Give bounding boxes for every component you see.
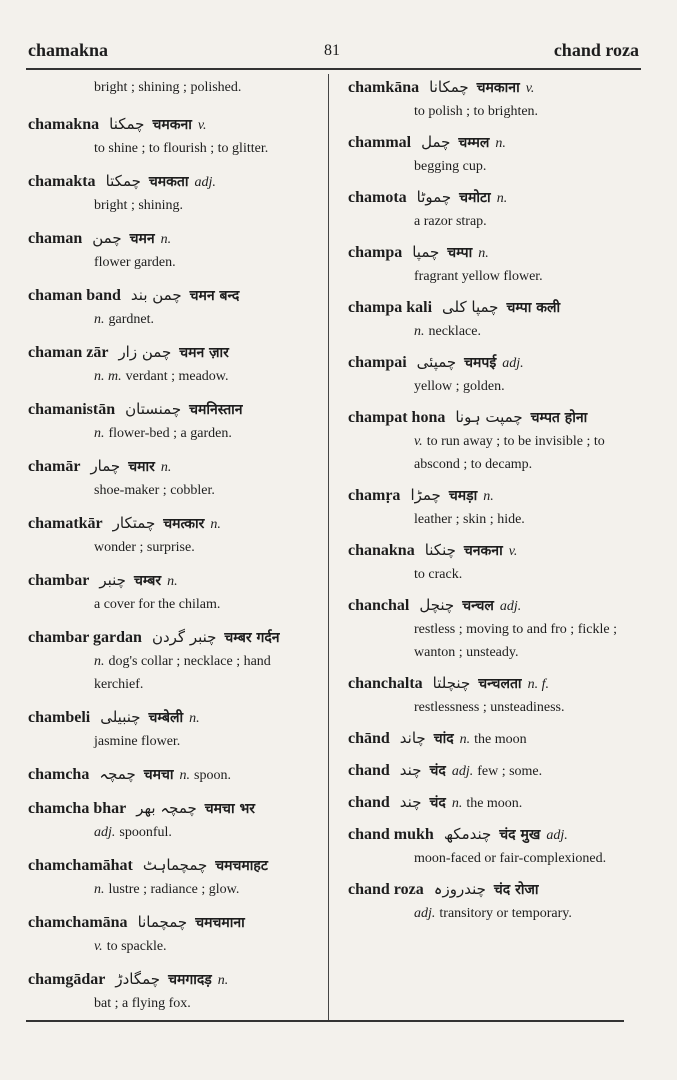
entry-urdu: چندروزہ bbox=[433, 880, 486, 898]
entry-headword: chamkāna bbox=[348, 79, 420, 96]
entry-pos: n. bbox=[179, 768, 191, 783]
entry-urdu: چنبر گردن bbox=[151, 628, 217, 646]
entry-definition: restlessness ; unsteadiness. bbox=[414, 700, 565, 715]
entry-hindi: चंद bbox=[429, 795, 446, 811]
entry-pos: n. bbox=[94, 654, 105, 669]
entry-urdu: چمتکار bbox=[112, 514, 156, 532]
entry-urdu: چمن bbox=[92, 229, 122, 247]
dictionary-entry bbox=[348, 76, 632, 123]
entry-pos: v. bbox=[414, 434, 423, 449]
entry-pos: adj. bbox=[194, 175, 216, 190]
entry-urdu: چمپئی bbox=[416, 353, 457, 371]
entry-hindi: चम्बर bbox=[133, 573, 162, 589]
entry-definition: to polish ; to brighten. bbox=[414, 104, 539, 119]
entry-urdu: چموٹا bbox=[416, 188, 452, 206]
entry-headword: chand bbox=[348, 762, 390, 779]
entry-headword: chamchamāhat bbox=[28, 857, 133, 874]
entry-headword: chamota bbox=[348, 189, 407, 206]
dictionary-entry bbox=[348, 791, 632, 815]
entry-urdu: چمچمانا bbox=[137, 913, 188, 931]
dictionary-entry bbox=[28, 113, 314, 160]
entry-definition: shoe-maker ; cobbler. bbox=[94, 483, 215, 498]
entry-definition: to crack. bbox=[414, 567, 463, 582]
entry-pos: adj. bbox=[502, 356, 524, 371]
entry-pos: n. bbox=[210, 517, 221, 532]
entry-hindi: चमकाना bbox=[476, 80, 520, 96]
dictionary-entry bbox=[348, 186, 632, 233]
entry-hindi: चमचा bbox=[143, 767, 174, 783]
entry-definition: jasmine flower. bbox=[94, 734, 181, 749]
entry-hindi: चमार bbox=[128, 459, 155, 475]
entry-headword: chaman zār bbox=[28, 344, 109, 361]
entry-hindi: चमन बन्द bbox=[189, 288, 240, 304]
entry-urdu: چنبیلی bbox=[100, 708, 141, 726]
entry-pos: n. bbox=[495, 136, 506, 151]
entry-hindi: चमन bbox=[129, 231, 155, 247]
entry-definition: to spackle. bbox=[106, 939, 167, 954]
entry-definition: bright ; shining. bbox=[94, 198, 184, 213]
dictionary-entry bbox=[348, 823, 632, 870]
entry-definition: fragrant yellow flower. bbox=[414, 269, 543, 284]
entry-hindi: चांद bbox=[433, 731, 454, 747]
entry-definition: transitory or temporary. bbox=[439, 906, 572, 921]
entry-headword: chamṛa bbox=[348, 487, 401, 504]
entry-hindi: चंद bbox=[429, 763, 446, 779]
entry-pos: n. bbox=[478, 246, 489, 261]
entry-headword: chand mukh bbox=[348, 826, 434, 843]
entry-definition: dog's collar ; necklace ; hand kerchief. bbox=[94, 654, 271, 692]
entry-hindi: चमत्कार bbox=[163, 516, 205, 532]
dictionary-entry bbox=[28, 626, 314, 696]
dictionary-entry bbox=[348, 539, 632, 586]
entry-urdu: چنچل bbox=[419, 596, 455, 614]
entry-urdu: چمچہ بھر bbox=[136, 799, 197, 817]
entry-urdu: چمپا کلی bbox=[442, 298, 499, 316]
entry-headword: chamgādar bbox=[28, 971, 106, 988]
entry-pos: n. bbox=[189, 711, 200, 726]
entry-definition: a razor strap. bbox=[414, 214, 487, 229]
entry-urdu: چمچماہٹ bbox=[142, 856, 208, 874]
entry-definition: leather ; skin ; hide. bbox=[414, 512, 525, 527]
entry-headword: chand roza bbox=[348, 881, 424, 898]
entry-pos: n. bbox=[451, 796, 463, 811]
entry-definition: verdant ; meadow. bbox=[125, 369, 229, 384]
entry-headword: chambeli bbox=[28, 709, 91, 726]
entry-definition: restless ; moving to and fro ; fickle ; wanton ; unsteady. bbox=[414, 622, 617, 660]
entry-pos: n. bbox=[496, 191, 508, 206]
entry-hindi: चनकना bbox=[463, 543, 503, 559]
entry-pos: adj. bbox=[451, 764, 474, 779]
entry-pos: n. f. bbox=[527, 677, 549, 692]
entry-headword: chamcha bhar bbox=[28, 800, 127, 817]
entry-definition: bright ; shining ; polished. bbox=[94, 80, 242, 95]
entry-urdu: چمل bbox=[421, 133, 451, 151]
entry-hindi: चमोटा bbox=[459, 190, 491, 206]
entry-definition: to run away ; to be invisible ; to abscond ; to decamp. bbox=[414, 434, 605, 472]
running-head-last-word: chand roza bbox=[553, 40, 639, 60]
entry-headword: chamcha bbox=[28, 766, 90, 783]
dictionary-entry bbox=[28, 854, 314, 901]
dictionary-entry bbox=[28, 706, 314, 753]
entry-urdu: چمکانا bbox=[429, 78, 469, 96]
dictionary-entry bbox=[348, 594, 632, 664]
entry-definition: gardnet. bbox=[108, 312, 154, 327]
entry-pos: v. bbox=[508, 544, 518, 559]
entry-pos: n. bbox=[94, 882, 105, 897]
entry-hindi: चमकना bbox=[152, 117, 192, 133]
entry-headword: chamatkār bbox=[28, 515, 103, 532]
dictionary-entry bbox=[28, 170, 314, 217]
right-column bbox=[348, 76, 632, 933]
entry-headword: champat hona bbox=[348, 409, 446, 426]
entry-definition: begging cup. bbox=[414, 159, 487, 174]
entry-pos: n. bbox=[459, 732, 471, 747]
entry-definition: yellow ; golden. bbox=[414, 379, 505, 394]
entry-hindi: चम्पत होना bbox=[530, 410, 588, 426]
entry-urdu: چندمکھ bbox=[443, 825, 492, 843]
entry-hindi: चंद मुख bbox=[499, 827, 541, 843]
entry-pos: adj. bbox=[546, 828, 568, 843]
dictionary-entry-continued bbox=[28, 76, 314, 99]
entry-definition: a cover for the chilam. bbox=[94, 597, 221, 612]
dictionary-entry bbox=[28, 455, 314, 502]
dictionary-entry bbox=[348, 241, 632, 288]
entry-hindi: चन्चलता bbox=[478, 676, 522, 692]
entry-hindi: चम्पा कली bbox=[506, 300, 561, 316]
entry-urdu: چمکتا bbox=[105, 172, 141, 190]
entry-pos: n. bbox=[160, 232, 172, 247]
entry-pos: adj. bbox=[499, 599, 522, 614]
running-head bbox=[28, 40, 639, 66]
dictionary-entry bbox=[348, 878, 632, 925]
entry-hindi: चमन ज़ार bbox=[179, 345, 229, 361]
entry-pos: adj. bbox=[94, 825, 116, 840]
dictionary-entry bbox=[348, 351, 632, 398]
entry-urdu: چمپا bbox=[412, 243, 440, 261]
entry-pos: v. bbox=[525, 81, 535, 96]
entry-definition: spoon. bbox=[194, 768, 231, 783]
entry-definition: necklace. bbox=[428, 324, 481, 339]
entry-definition: moon-faced or fair-complexioned. bbox=[414, 851, 607, 866]
entry-pos: n. bbox=[217, 973, 229, 988]
column-divider bbox=[328, 74, 329, 1022]
dictionary-entry bbox=[28, 797, 314, 844]
entry-headword: chānd bbox=[348, 730, 390, 747]
dictionary-entry bbox=[348, 484, 632, 531]
entry-urdu: چمچہ bbox=[99, 765, 136, 783]
entry-definition: lustre ; radiance ; glow. bbox=[108, 882, 240, 897]
entry-definition: to shine ; to flourish ; to glitter. bbox=[94, 141, 269, 156]
entry-pos: v. bbox=[94, 939, 103, 954]
page-number: 81 bbox=[324, 42, 340, 59]
entry-headword: chand bbox=[348, 794, 390, 811]
left-column bbox=[28, 76, 314, 1025]
entry-hindi: चमपई bbox=[464, 355, 497, 371]
entry-hindi: चमचमाहट bbox=[215, 858, 268, 874]
entry-headword: chanakna bbox=[348, 542, 415, 559]
entry-urdu: چمکنا bbox=[109, 115, 145, 133]
dictionary-entry bbox=[28, 398, 314, 445]
entry-definition: the moon. bbox=[466, 796, 523, 811]
entry-urdu: چاند bbox=[399, 729, 426, 747]
dictionary-entry bbox=[348, 727, 632, 751]
entry-urdu: چنبر bbox=[99, 571, 126, 589]
dictionary-entry bbox=[348, 672, 632, 719]
entry-hindi: चम्पा bbox=[447, 245, 473, 261]
entry-hindi: चंद रोजा bbox=[493, 882, 539, 898]
dictionary-entry bbox=[28, 569, 314, 616]
entry-urdu: چمن بند bbox=[130, 286, 182, 304]
entry-hindi: चमनिस्तान bbox=[189, 402, 243, 418]
entry-definition: the moon bbox=[474, 732, 527, 747]
entry-pos: n. bbox=[160, 460, 172, 475]
entry-headword: chamchamāna bbox=[28, 914, 128, 931]
entry-headword: chamanistān bbox=[28, 401, 116, 418]
entry-urdu: چمپت ہونا bbox=[455, 408, 523, 426]
entry-definition: few ; some. bbox=[477, 764, 543, 779]
dictionary-entry bbox=[348, 406, 632, 476]
dictionary-entry bbox=[28, 763, 314, 787]
dictionary-entry bbox=[348, 759, 632, 783]
entry-headword: champai bbox=[348, 354, 407, 371]
entry-urdu: چمار bbox=[90, 457, 121, 475]
entry-pos: n. bbox=[94, 426, 105, 441]
entry-hindi: चमड़ा bbox=[448, 488, 478, 504]
dictionary-entry bbox=[28, 911, 314, 958]
entry-headword: chamakta bbox=[28, 173, 96, 190]
entry-headword: chammal bbox=[348, 134, 412, 151]
entry-urdu: چمگادڑ bbox=[115, 970, 161, 988]
entry-urdu: چمنستان bbox=[125, 400, 182, 418]
entry-pos: v. bbox=[197, 118, 207, 133]
entry-headword: chambar bbox=[28, 572, 90, 589]
entry-hindi: चमकता bbox=[148, 174, 189, 190]
dictionary-entry bbox=[28, 284, 314, 331]
top-rule bbox=[26, 68, 641, 70]
entry-hindi: चन्चल bbox=[462, 598, 494, 614]
entry-pos: n. m. bbox=[94, 369, 122, 384]
entry-headword: champa bbox=[348, 244, 403, 261]
entry-urdu: چنچلتا bbox=[432, 674, 471, 692]
dictionary-entry bbox=[28, 968, 314, 1015]
entry-hindi: चम्मल bbox=[458, 135, 490, 151]
entry-pos: adj. bbox=[414, 906, 436, 921]
dictionary-entry bbox=[28, 512, 314, 559]
dictionary-entry bbox=[28, 227, 314, 274]
entry-headword: champa kali bbox=[348, 299, 433, 316]
dictionary-entry bbox=[348, 131, 632, 178]
entry-definition: flower-bed ; a garden. bbox=[108, 426, 232, 441]
entry-headword: chaman bbox=[28, 230, 83, 247]
entry-pos: n. bbox=[483, 489, 494, 504]
entry-hindi: चम्बेली bbox=[148, 710, 184, 726]
entry-pos: n. bbox=[94, 312, 105, 327]
entry-headword: chambar gardan bbox=[28, 629, 142, 646]
entry-urdu: چند bbox=[399, 761, 422, 779]
entry-hindi: चमगादड़ bbox=[168, 972, 212, 988]
entry-headword: chanchalta bbox=[348, 675, 423, 692]
entry-hindi: चम्बर गर्दन bbox=[224, 630, 280, 646]
entry-urdu: چمن زار bbox=[118, 343, 172, 361]
entry-definition: wonder ; surprise. bbox=[94, 540, 195, 555]
entry-urdu: چنکنا bbox=[424, 541, 456, 559]
entry-headword: chamār bbox=[28, 458, 81, 475]
entry-hindi: चमचमाना bbox=[195, 915, 245, 931]
entry-headword: chanchal bbox=[348, 597, 410, 614]
entry-headword: chaman band bbox=[28, 287, 121, 304]
dictionary-entry bbox=[348, 296, 632, 343]
dictionary-entry bbox=[28, 341, 314, 388]
entry-definition: bat ; a flying fox. bbox=[94, 996, 191, 1011]
entry-pos: n. bbox=[167, 574, 178, 589]
entry-headword: chamakna bbox=[28, 116, 100, 133]
entry-definition: spoonful. bbox=[119, 825, 172, 840]
entry-urdu: چند bbox=[399, 793, 422, 811]
entry-pos: n. bbox=[414, 324, 425, 339]
entry-hindi: चमचा भर bbox=[204, 801, 256, 817]
running-head-first-word: chamakna bbox=[28, 40, 109, 60]
entry-definition: flower garden. bbox=[94, 255, 176, 270]
entry-urdu: چمڑا bbox=[410, 486, 441, 504]
